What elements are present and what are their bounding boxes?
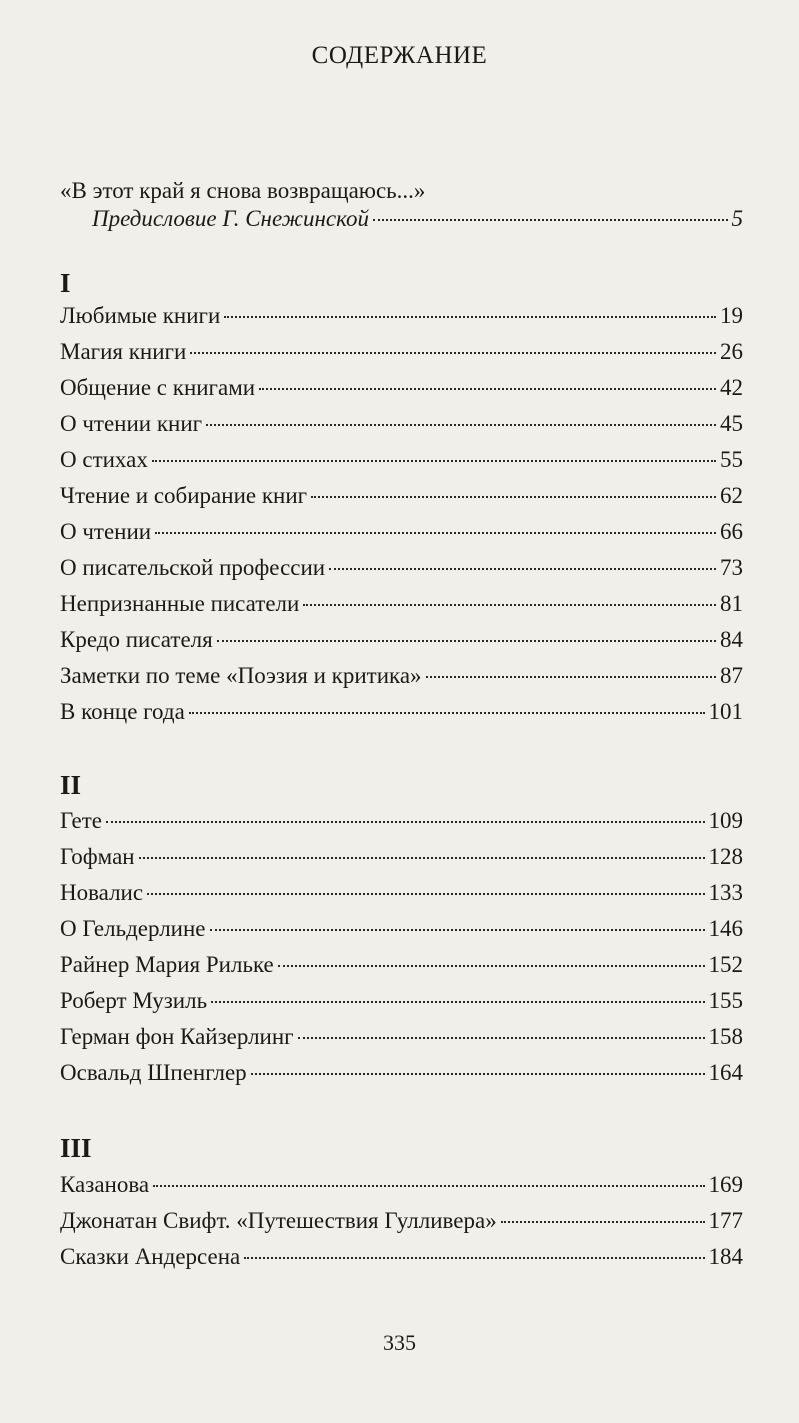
toc-entry[interactable] xyxy=(60,1208,743,1244)
section-heading-1: I xyxy=(60,268,71,298)
entry-title: Роберт Музиль xyxy=(60,988,208,1013)
dot-leader xyxy=(244,1256,704,1259)
toc-entry[interactable] xyxy=(60,339,743,375)
toc-entry[interactable] xyxy=(60,483,743,519)
entry-title: Освальд Шпенглер xyxy=(60,1060,247,1085)
dot-leader xyxy=(152,459,716,462)
dot-leader xyxy=(210,928,705,931)
page-number: 62 xyxy=(720,483,743,508)
dot-leader xyxy=(206,423,716,426)
entry-title: Казанова xyxy=(60,1172,150,1197)
entry-title: Заметки по теме «Поэзия и критика» xyxy=(60,663,422,688)
dot-leader xyxy=(311,495,716,498)
entry-title: Непризнанные писатели xyxy=(60,591,300,616)
dot-leader xyxy=(251,1072,705,1075)
toc-entry[interactable] xyxy=(60,591,743,627)
dot-leader xyxy=(155,531,716,534)
page-number: 155 xyxy=(708,988,743,1013)
page-number: 169 xyxy=(708,1172,743,1197)
entry-title: Райнер Мария Рильке xyxy=(60,952,274,977)
page-number: 87 xyxy=(720,663,743,688)
dot-leader xyxy=(139,856,705,859)
toc-entry[interactable] xyxy=(60,808,743,844)
toc-entry[interactable] xyxy=(60,1060,743,1096)
entry-title: О Гельдерлине xyxy=(60,916,206,941)
page-number: 42 xyxy=(720,375,743,400)
toc-entry[interactable] xyxy=(60,303,743,339)
entry-title: Любимые книги xyxy=(60,303,221,328)
section-heading-3: III xyxy=(60,1133,92,1163)
page-number: 177 xyxy=(708,1208,743,1233)
page-number: 128 xyxy=(708,844,743,869)
toc-entry[interactable] xyxy=(60,1244,743,1280)
intro-entry[interactable] xyxy=(92,206,743,242)
toc-entry[interactable] xyxy=(60,663,743,699)
page-number: 84 xyxy=(720,627,743,652)
entry-title: О чтении xyxy=(60,519,152,544)
page-number: 164 xyxy=(708,1060,743,1085)
entry-title: Гете xyxy=(60,808,103,833)
dot-leader xyxy=(426,675,716,678)
page-number: 73 xyxy=(720,555,743,580)
entry-title: Сказки Андерсена xyxy=(60,1244,241,1269)
section-heading-2: II xyxy=(60,770,82,800)
toc-entry[interactable] xyxy=(60,447,743,483)
page-number: 133 xyxy=(708,880,743,905)
page-number: 81 xyxy=(720,591,743,616)
entry-title: О стихах xyxy=(60,447,148,472)
entry-title: Герман фон Кайзерлинг xyxy=(60,1024,294,1049)
toc-entry[interactable] xyxy=(60,627,743,663)
entry-title: Джонатан Свифт. «Путешествия Гулливера» xyxy=(60,1208,497,1233)
page-number: 101 xyxy=(708,699,743,724)
dot-leader xyxy=(298,1036,705,1039)
intro-subtitle: Предисловие Г. Снежинской xyxy=(92,206,369,231)
page-folio: 335 xyxy=(383,1330,416,1355)
toc-entry[interactable] xyxy=(60,699,743,735)
entry-title: Кредо писателя xyxy=(60,627,213,652)
page-number: 109 xyxy=(708,808,743,833)
dot-leader xyxy=(190,351,716,354)
toc-entry[interactable] xyxy=(60,988,743,1024)
toc-entry[interactable] xyxy=(60,916,743,952)
toc-entry[interactable] xyxy=(60,1172,743,1208)
page-number: 19 xyxy=(720,303,743,328)
dot-leader xyxy=(373,218,728,221)
page-number: 5 xyxy=(731,206,743,231)
dot-leader xyxy=(147,892,704,895)
toc-entry[interactable] xyxy=(60,375,743,411)
dot-leader xyxy=(329,567,716,570)
page-number: 55 xyxy=(720,447,743,472)
dot-leader xyxy=(303,603,716,606)
page-number: 45 xyxy=(720,411,743,436)
toc-entry[interactable] xyxy=(60,555,743,591)
dot-leader xyxy=(501,1220,705,1223)
entry-title: Гофман xyxy=(60,844,135,869)
toc-entry[interactable] xyxy=(60,1024,743,1060)
dot-leader xyxy=(189,711,705,714)
dot-leader xyxy=(278,964,705,967)
entry-title: О чтении книг xyxy=(60,411,203,436)
entry-title: В конце года xyxy=(60,699,185,724)
dot-leader xyxy=(106,820,704,823)
dot-leader xyxy=(211,1000,704,1003)
entry-title: О писательской профессии xyxy=(60,555,326,580)
page-title: СОДЕРЖАНИЕ xyxy=(311,42,488,69)
dot-leader xyxy=(217,639,716,642)
toc-entry[interactable] xyxy=(60,411,743,447)
entry-title: Чтение и собирание книг xyxy=(60,483,308,508)
toc-entry[interactable] xyxy=(60,952,743,988)
toc-entry[interactable] xyxy=(60,519,743,555)
entry-title: Новалис xyxy=(60,880,144,905)
page-number: 184 xyxy=(708,1244,743,1269)
dot-leader xyxy=(224,315,716,318)
dot-leader xyxy=(259,387,716,390)
entry-title: Общение с книгами xyxy=(60,375,256,400)
intro-title: «В этот край я снова возвращаюсь...» xyxy=(60,178,426,203)
page-number: 146 xyxy=(708,916,743,941)
dot-leader xyxy=(153,1184,704,1187)
toc-entry[interactable] xyxy=(60,880,743,916)
toc-entry[interactable] xyxy=(60,844,743,880)
page-number: 26 xyxy=(720,339,743,364)
page-number: 152 xyxy=(708,952,743,977)
page-number: 158 xyxy=(708,1024,743,1049)
entry-title: Магия книги xyxy=(60,339,187,364)
page-number: 66 xyxy=(720,519,743,544)
